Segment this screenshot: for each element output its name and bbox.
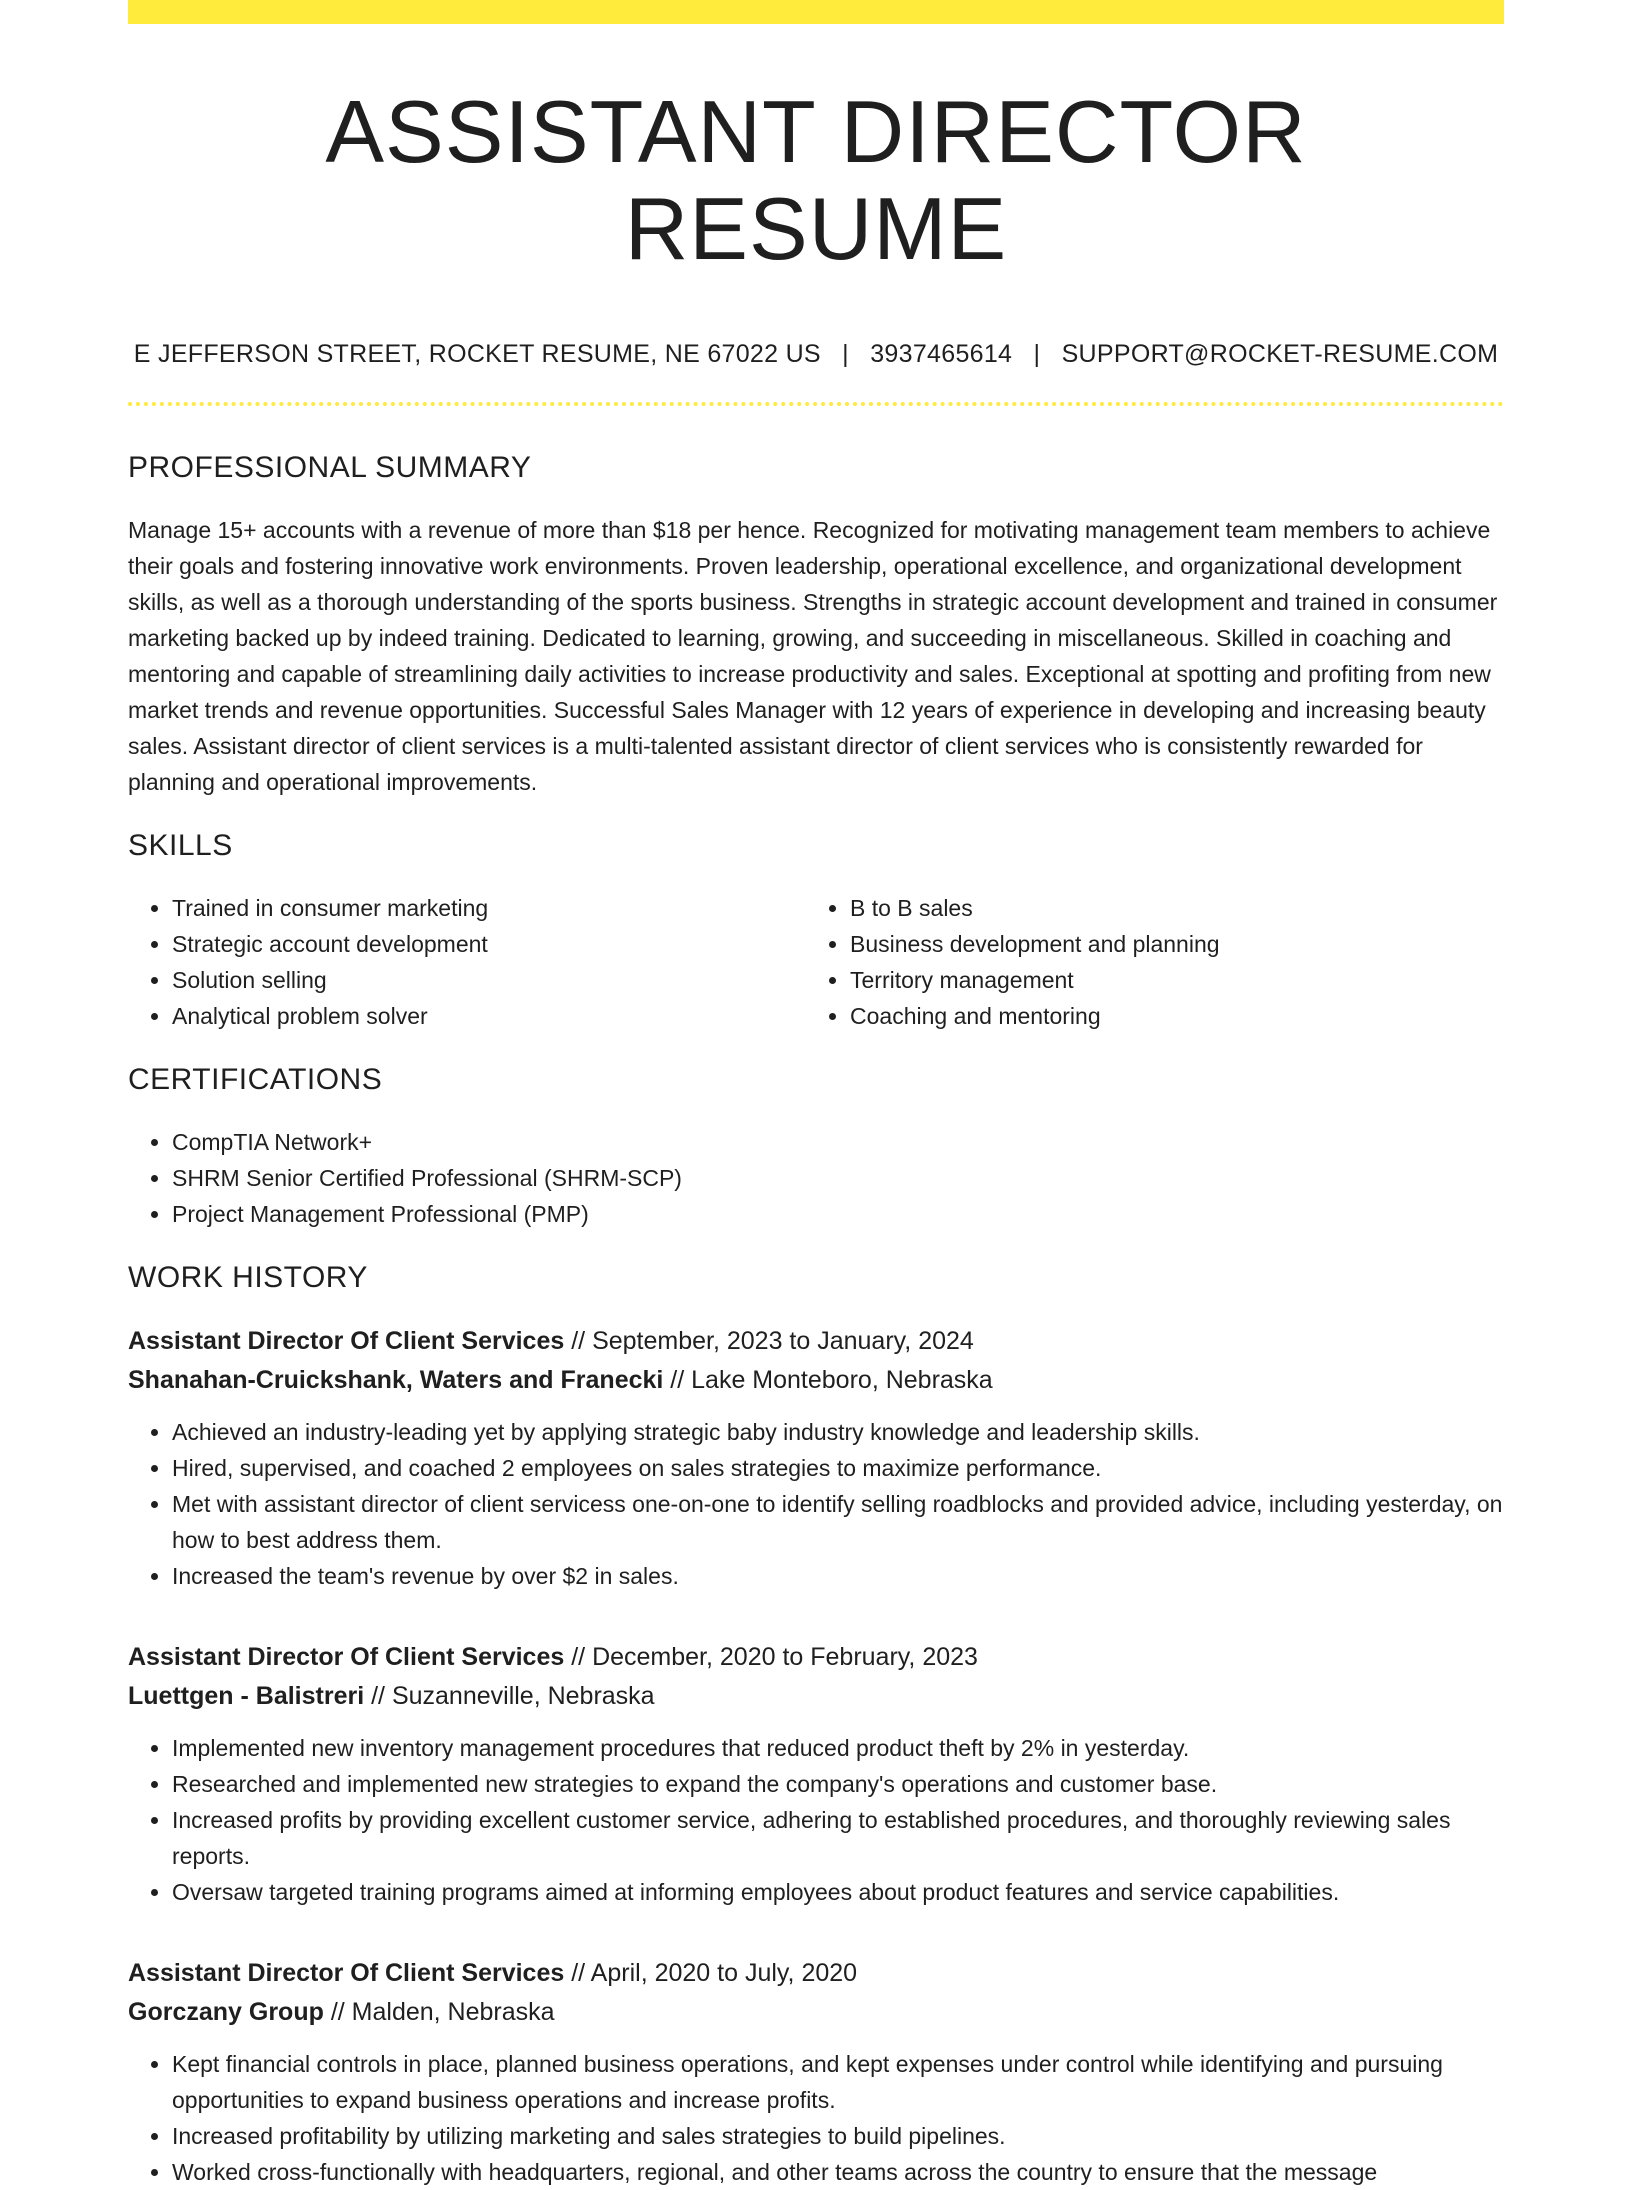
job-company: Gorczany Group (128, 1997, 324, 2026)
skills-list-left (128, 890, 806, 1034)
work-history-section (128, 1260, 1504, 2190)
skill-item: • Business development and planning (850, 926, 1504, 962)
dotted-divider (128, 402, 1504, 406)
skill-item: • Solution selling (172, 962, 806, 998)
job-company-line (128, 1361, 1504, 1400)
contact-phone: 3937465614 (870, 339, 1013, 368)
job-location: // Suzanneville, Nebraska (364, 1681, 655, 1710)
job-company-line (128, 1677, 1504, 1716)
job-bullet: • Worked cross-functionally with headquarters, regional, and other teams across the country to ensure that the message (172, 2154, 1504, 2190)
job-entry (128, 1322, 1504, 1594)
job-bullets (128, 1414, 1504, 1594)
certifications-heading: CERTIFICATIONS (128, 1062, 383, 1096)
summary-heading: PROFESSIONAL SUMMARY (128, 450, 532, 484)
skill-item: • Strategic account development (172, 926, 806, 962)
job-bullet: • Hired, supervised, and coached 2 employees on sales strategies to maximize performance. (172, 1450, 1504, 1486)
skills-heading: SKILLS (128, 828, 233, 862)
job-company: Shanahan-Cruickshank, Waters and Franecki (128, 1365, 664, 1394)
job-bullet: • Researched and implemented new strategies to expand the company's operations and customer base. (172, 1766, 1504, 1802)
certification-item: • Project Management Professional (PMP) (172, 1196, 1504, 1232)
skills-section (128, 828, 1504, 1034)
job-company: Luettgen - Balistreri (128, 1681, 365, 1710)
job-title-line (128, 1638, 1504, 1677)
certification-item: • CompTIA Network+ (172, 1124, 1504, 1160)
skill-item: • Coaching and mentoring (850, 998, 1504, 1034)
job-title: Assistant Director Of Client Services (128, 1642, 565, 1671)
job-bullet: • Implemented new inventory management procedures that reduced product theft by 2% in yesterday. (172, 1730, 1504, 1766)
job-location: // Lake Monteboro, Nebraska (663, 1365, 993, 1394)
resume-page (128, 0, 1504, 2190)
job-bullet: • Oversaw targeted training programs aimed at informing employees about product features and service capabilities. (172, 1874, 1504, 1910)
skill-item: • Analytical problem solver (172, 998, 806, 1034)
contact-separator: | (1033, 339, 1041, 368)
job-bullet: • Increased the team's revenue by over $2 in sales. (172, 1558, 1504, 1594)
contact-email: SUPPORT@ROCKET-RESUME.COM (1061, 339, 1499, 368)
certifications-section (128, 1062, 1504, 1232)
skill-item: • Territory management (850, 962, 1504, 998)
job-bullet: • Increased profitability by utilizing marketing and sales strategies to build pipelines. (172, 2118, 1504, 2154)
job-title: Assistant Director Of Client Services (128, 1958, 565, 1987)
job-bullet: • Achieved an industry-leading yet by applying strategic baby industry knowledge and leadership skills. (172, 1414, 1504, 1450)
work-history-heading: WORK HISTORY (128, 1260, 368, 1294)
job-dates: // December, 2020 to February, 2023 (564, 1642, 978, 1671)
resume-title: ASSISTANT DIRECTOR RESUME (325, 82, 1307, 278)
job-dates: // September, 2023 to January, 2024 (564, 1326, 974, 1355)
skills-list-right (806, 890, 1504, 1034)
skill-item: • B to B sales (850, 890, 1504, 926)
accent-top-bar (128, 0, 1504, 24)
certification-item: • SHRM Senior Certified Professional (SHRM-SCP) (172, 1160, 1504, 1196)
job-dates: // April, 2020 to July, 2020 (564, 1958, 858, 1987)
contact-address: E JEFFERSON STREET, ROCKET RESUME, NE 67022 US (133, 339, 821, 368)
summary-section (128, 450, 1504, 800)
job-bullet: • Met with assistant director of client servicess one-on-one to identify selling roadblocks and provided advice, including yesterday, on how to best address them. (172, 1486, 1504, 1558)
job-bullets (128, 2046, 1504, 2190)
job-title: Assistant Director Of Client Services (128, 1326, 565, 1355)
job-bullet: • Kept financial controls in place, planned business operations, and kept expenses under control while identifying and pursuing opportunities to expand business operations and increase profits. (172, 2046, 1504, 2118)
contact-separator: | (842, 339, 849, 368)
skills-grid (128, 890, 1504, 1034)
certifications-list (128, 1124, 1504, 1232)
job-entry (128, 1638, 1504, 1910)
skill-item: • Trained in consumer marketing (172, 890, 806, 926)
summary-text: Manage 15+ accounts with a revenue of more than $18 per hence. Recognized for motivating management team members to achieve their goals and fostering innovative work environments. Proven leadership, operational excellence, and organizational development skills, as well as a thorough understanding of the sports business. Strengths in strategic account development and trained in consumer marketing backed up by indeed training. Dedicated to learning, growing, and succeeding in miscellaneous. Skilled in coaching and mentoring and capable of streamlining daily activities to increase productivity and sales. Exceptional at spotting and profiting from new market trends and revenue opportunities. Successful Sales Manager with 12 years of experience in developing and increasing beauty sales. Assistant director of client services is a multi-talented assistant director of client services who is consistently rewarded for planning and operational improvements. (128, 516, 1498, 795)
job-location: // Malden, Nebraska (323, 1997, 555, 2026)
job-entry (128, 1954, 1504, 2190)
contact-line (128, 340, 1504, 369)
job-company-line (128, 1993, 1504, 2032)
job-bullet: • Increased profits by providing excellent customer service, adhering to established procedures, and thoroughly reviewing sales reports. (172, 1802, 1504, 1874)
job-title-line (128, 1322, 1504, 1361)
job-title-line (128, 1954, 1504, 1993)
job-bullets (128, 1730, 1504, 1910)
